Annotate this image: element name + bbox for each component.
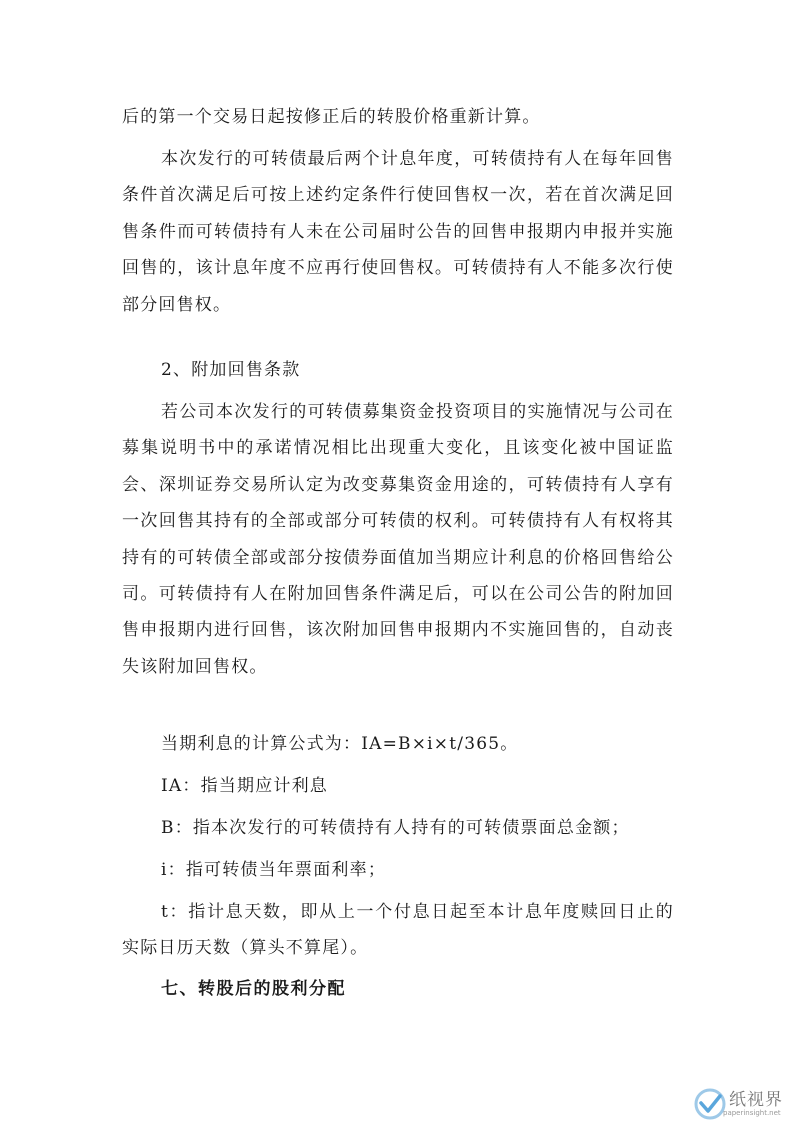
paragraph-additional-put-back: 若公司本次发行的可转债募集资金投资项目的实施情况与公司在募集说明书中的承诺情况相比出现重大变化，且该变化被中国证监会、深圳证券交易所认定为改变募集资金用途的，可转债持有人享有一次回售其持有的全部或部分可转债的权利。可转债持有人有权将其持有的可转债全部或部分按债券面值加当期应计利息的价格回售给公司。可转债持有人在附加回售条件满足后，可以在公司公告的附加回售申报期内进行回售，该次附加回售申报期内不实施回售的，自动丧失该附加回售权。 [122, 402, 674, 677]
definition-t: t：指计息天数，即从上一个付息日起至本计息年度赎回日止的实际日历天数（算头不算尾）。 [122, 902, 674, 959]
definition-ia: IA：指当期应计利息 [161, 776, 328, 796]
watermark-brand: 纸视界 [729, 1090, 783, 1110]
watermark-logo-icon [693, 1087, 727, 1121]
formula-line: 当期利息的计算公式为：IA=B×i×t/365。 [161, 734, 519, 754]
paragraph-conversion-price-end: 后的第一个交易日起按修正后的转股价格重新计算。 [122, 107, 541, 127]
watermark [693, 1083, 793, 1123]
watermark-url: paperinsight.net [723, 1109, 781, 1117]
paragraph-put-back-rights: 本次发行的可转债最后两个计息年度，可转债持有人在每年回售条件首次满足后可按上述约定条件行使回售权一次，若在首次满足回售条件而可转债持有人未在公司届时公告的回售申报期内申报并实施回售的，该计息年度不应再行使回售权。可转债持有人不能多次行使部分回售权。 [122, 149, 674, 315]
subheading-additional-put-back: 2、附加回售条款 [161, 360, 301, 380]
definition-i: i：指可转债当年票面利率； [161, 860, 387, 880]
section-heading: 七、转股后的股利分配 [161, 979, 346, 999]
definition-b: B：指本次发行的可转债持有人持有的可转债票面总金额； [161, 818, 630, 838]
